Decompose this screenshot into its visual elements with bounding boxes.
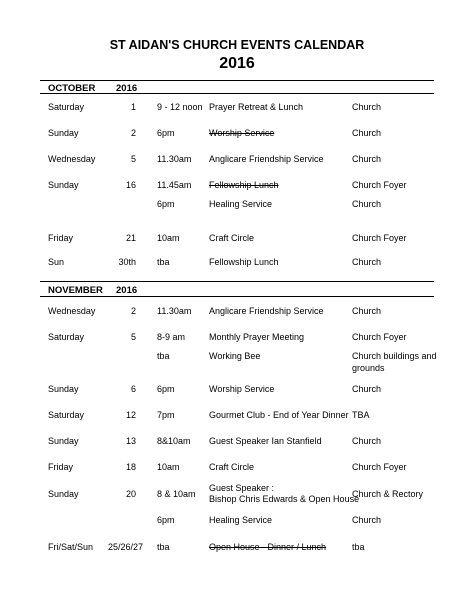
row-date: 13: [125, 436, 136, 446]
row-location: Church: [352, 154, 382, 164]
row-date: 30th: [118, 257, 136, 267]
row-location: Church Foyer: [352, 180, 407, 190]
row-time: 6pm: [157, 128, 175, 138]
row-time: 11.45am: [157, 180, 192, 190]
row-time: 8-9 am: [157, 332, 186, 342]
row-date: 20: [125, 489, 136, 499]
section-year: 2016: [116, 83, 138, 94]
row-date: 6: [130, 384, 136, 394]
row-date: 16: [125, 180, 136, 190]
row-event-cancelled: Worship Service: [209, 128, 275, 138]
row-time: 8 & 10am: [157, 489, 196, 499]
row-date: 12: [125, 410, 136, 420]
row-day: Sun: [48, 257, 65, 267]
row-date: 2: [130, 128, 136, 138]
row-event: Anglicare Friendship Service: [209, 306, 324, 316]
row-time: 11.30am: [157, 154, 192, 164]
row-day: Sunday: [48, 436, 79, 446]
section-top-rule: [40, 80, 434, 81]
row-day: Fri/Sat/Sun: [48, 542, 94, 552]
row-event: Healing Service: [209, 515, 273, 525]
row-event-cancelled: Fellowship Lunch: [209, 180, 279, 190]
row-date: 5: [130, 332, 136, 342]
row-location-line2: grounds: [352, 363, 385, 373]
row-location: Church buildings and: [352, 351, 437, 361]
section-header-rule: [40, 93, 434, 94]
row-day: Wednesday: [48, 154, 96, 164]
row-location: Church: [352, 306, 382, 316]
row-location: Church & Rectory: [352, 489, 424, 499]
row-location: Church: [352, 257, 382, 267]
row-time: 10am: [157, 462, 180, 472]
row-time: 10am: [157, 233, 180, 243]
row-day: Friday: [48, 233, 74, 243]
row-event: Craft Circle: [209, 233, 255, 243]
row-location: Church: [352, 436, 382, 446]
row-time: tba: [157, 257, 170, 267]
row-time: 6pm: [157, 384, 175, 394]
row-time: 9 - 12 noon: [157, 102, 203, 112]
row-event: Monthly Prayer Meeting: [209, 332, 305, 342]
row-date: 1: [130, 102, 136, 112]
row-time: tba: [157, 542, 170, 552]
row-location: TBA: [352, 410, 370, 420]
row-location: tba: [352, 542, 365, 552]
row-event: Craft Circle: [209, 462, 255, 472]
row-event: Worship Service: [209, 384, 275, 394]
row-event: Guest Speaker Ian Stanfield: [209, 436, 322, 446]
row-time: tba: [157, 351, 170, 361]
row-time: 7pm: [157, 410, 175, 420]
row-event: Gourmet Club - End of Year Dinner: [209, 410, 349, 420]
row-event-cancelled: Open House - Dinner / Lunch: [209, 542, 327, 552]
row-time: 6pm: [157, 199, 175, 209]
section-month: OCTOBER: [48, 83, 96, 94]
row-location: Church: [352, 102, 382, 112]
row-location: Church: [352, 128, 382, 138]
row-event: Fellowship Lunch: [209, 257, 279, 267]
row-location: Church Foyer: [352, 233, 407, 243]
row-location: Church: [352, 199, 382, 209]
row-event: Guest Speaker :: [209, 483, 275, 493]
row-day: Saturday: [48, 410, 85, 420]
row-event-line2: Bishop Chris Edwards & Open House: [209, 494, 360, 504]
row-day: Saturday: [48, 102, 85, 112]
row-date: 18: [125, 462, 136, 472]
row-day: Sunday: [48, 489, 79, 499]
row-time: 8&10am: [157, 436, 191, 446]
section-year: 2016: [116, 285, 138, 296]
row-time: 11.30am: [157, 306, 192, 316]
row-event: Anglicare Friendship Service: [209, 154, 324, 164]
section-header-rule: [40, 296, 434, 297]
section-month: NOVEMBER: [48, 285, 103, 296]
row-time: 6pm: [157, 515, 175, 525]
page-title: ST AIDAN'S CHURCH EVENTS CALENDAR: [109, 38, 365, 52]
row-day: Sunday: [48, 180, 79, 190]
row-date: 25/26/27: [108, 542, 144, 552]
row-event: Healing Service: [209, 199, 273, 209]
row-day: Wednesday: [48, 306, 96, 316]
row-location: Church Foyer: [352, 332, 407, 342]
row-location: Church: [352, 515, 382, 525]
row-day: Sunday: [48, 384, 79, 394]
row-location: Church Foyer: [352, 462, 407, 472]
row-day: Sunday: [48, 128, 79, 138]
row-event: Working Bee: [209, 351, 261, 361]
row-date: 2: [130, 306, 136, 316]
row-day: Saturday: [48, 332, 85, 342]
section-top-rule: [40, 281, 434, 282]
row-date: 5: [130, 154, 136, 164]
row-date: 21: [125, 233, 136, 243]
row-day: Friday: [48, 462, 74, 472]
row-location: Church: [352, 384, 382, 394]
row-event: Prayer Retreat & Lunch: [209, 102, 304, 112]
page-year: 2016: [219, 55, 255, 72]
